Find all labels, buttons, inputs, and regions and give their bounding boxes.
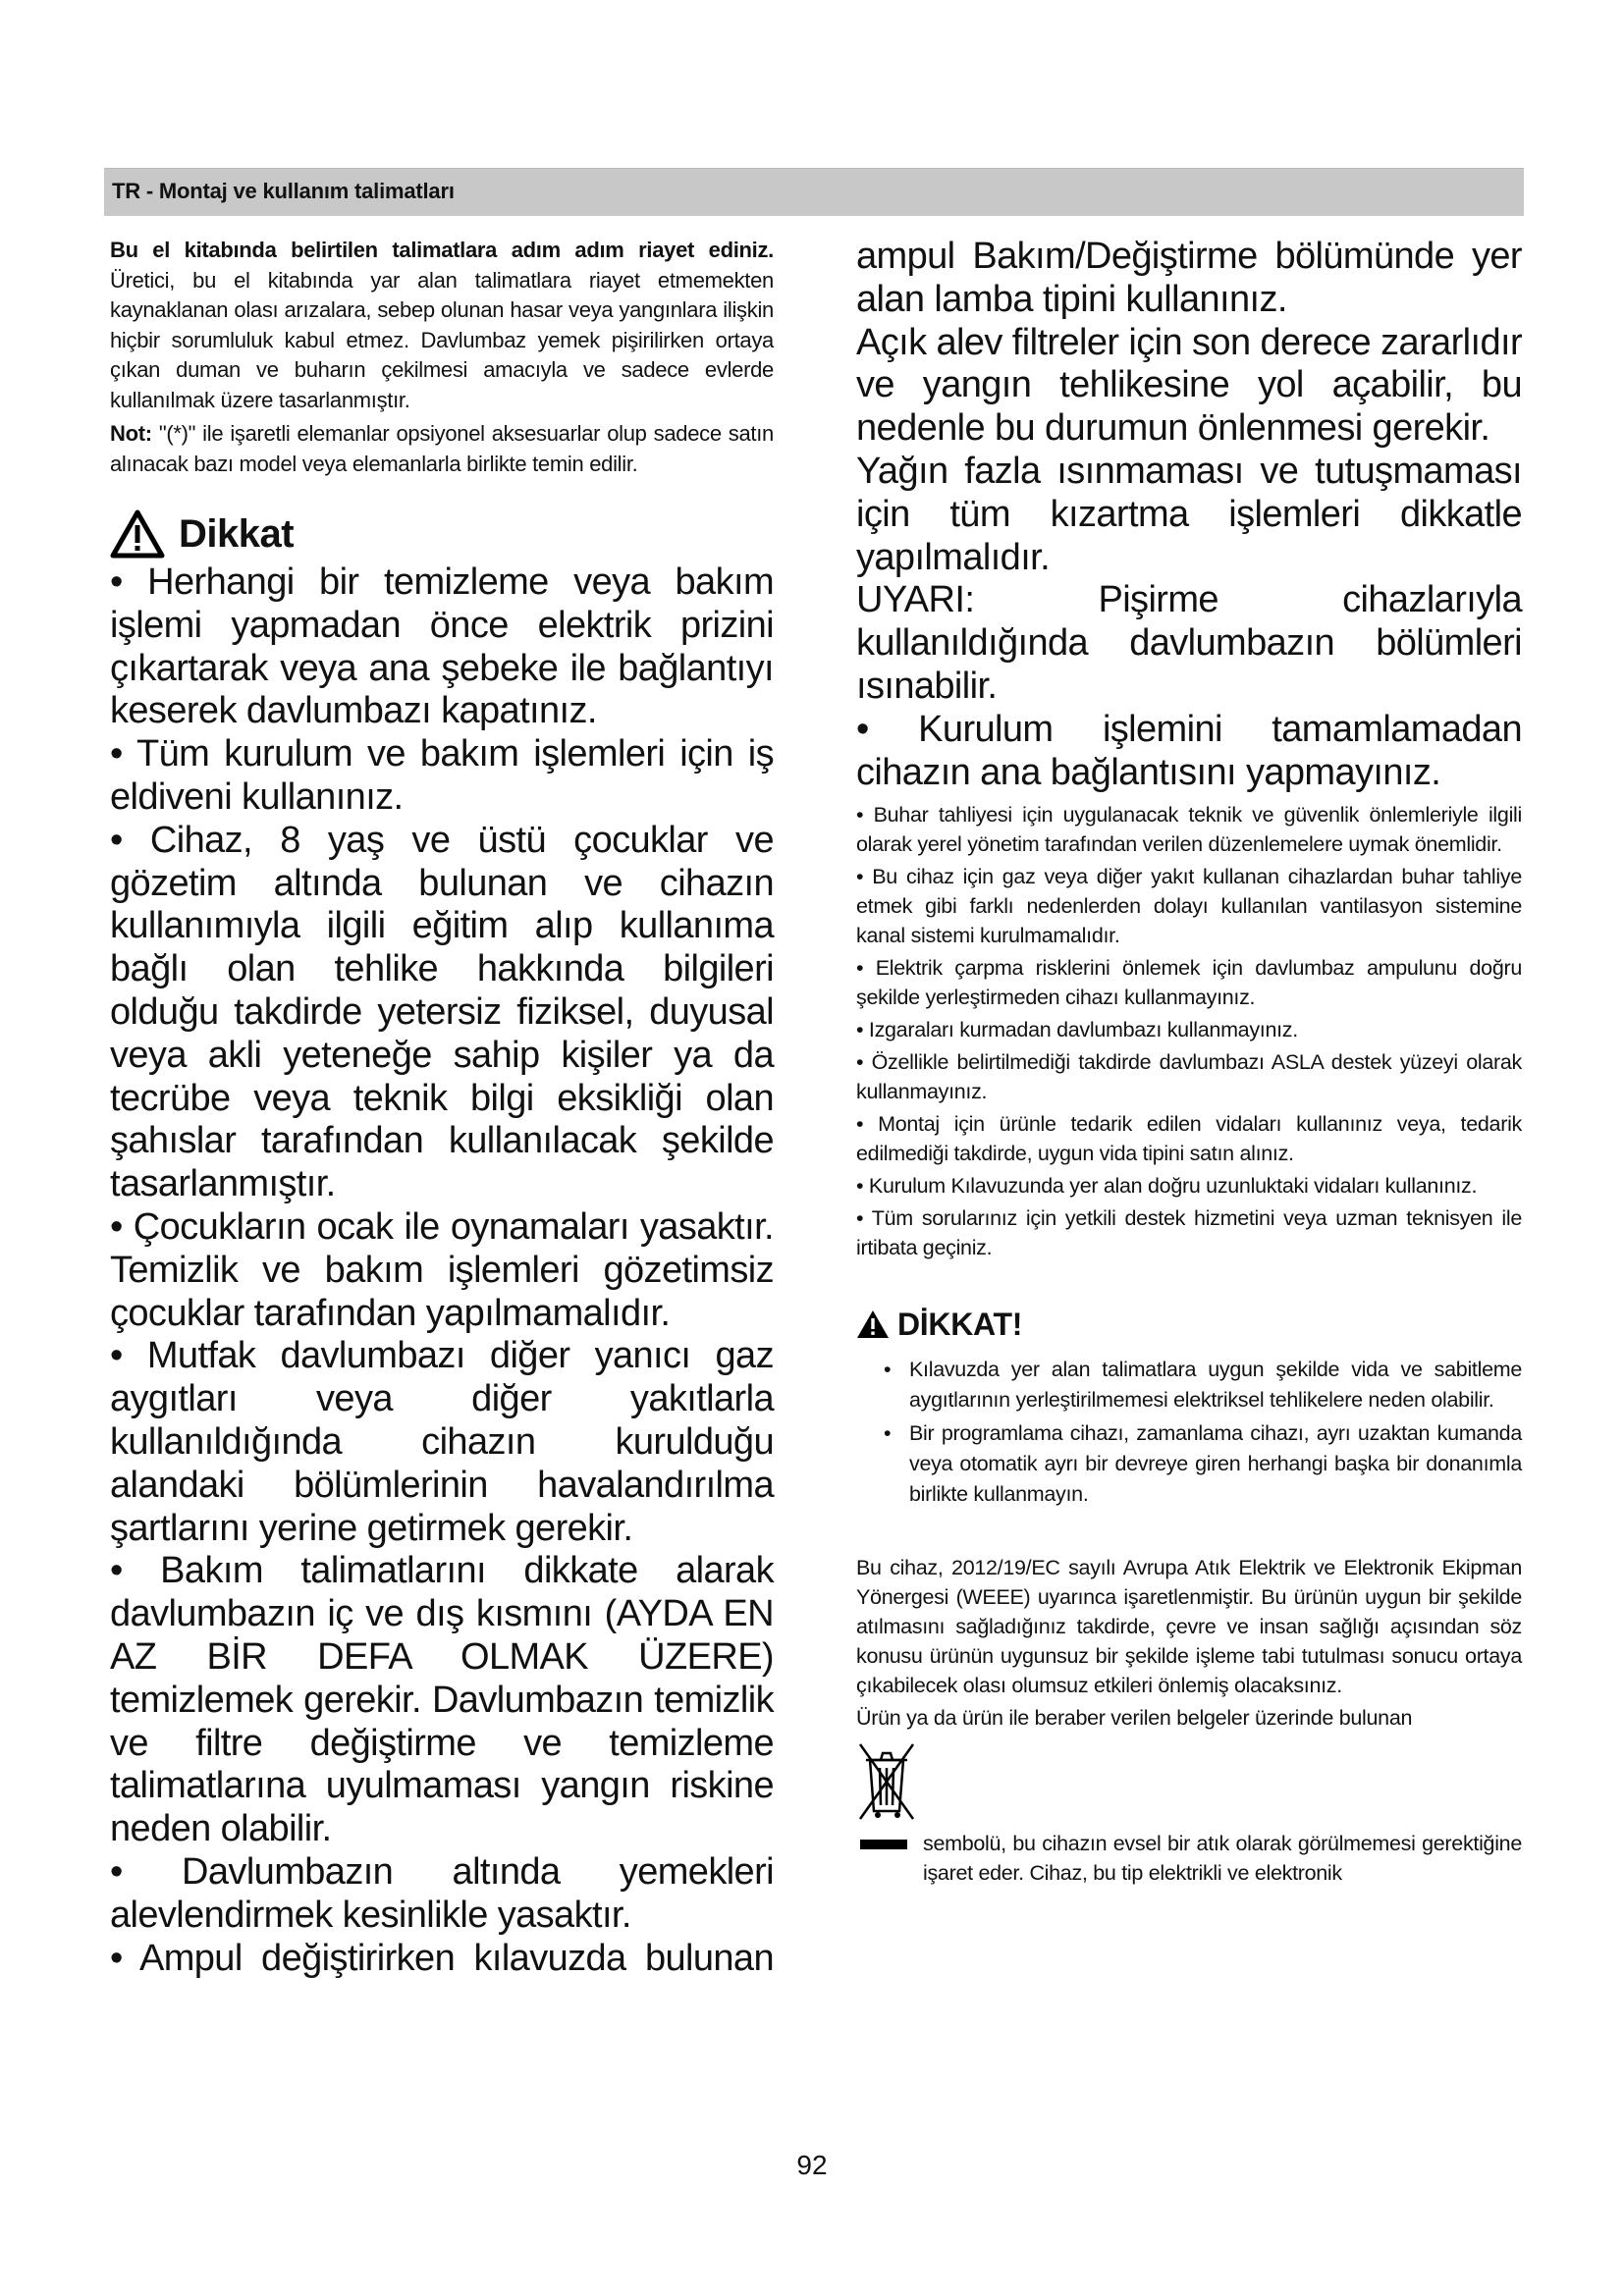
right-small-item: • Buhar tahliyesi için uygulanacak teknik ve güvenlik önlemleriyle ilgili olarak yerel yönetim tarafından verilen düzenlemelere uymak önemlidir. [856,803,1522,857]
crossed-out-bin-icon [856,1738,917,1823]
right-small-item: • Montaj için ürünle tedarik edilen vidaları kullanınız veya, tedarik edilmediği takdirde, uygun vida tipini satın alınız. [856,1112,1522,1166]
intro-text: Üretici, bu el kitabında yar alan talimatlara riayet etmemekten kaynaklanan olası arızalara, sebep olunan hasar veya yangınlara ilişkin hiçbir sorumluluk kabul etmez. Davlumbaz yemek pişirilirken ortaya çıkan duman ve buharın çekilmesi amacıyla ve sadece evlerde kullanılmak üzere tasarlanmıştır. [110,267,774,412]
weee-paragraph: Ürün ya da ürün ile beraber verilen belgeler üzerinde bulunan [856,1706,1413,1731]
warning-triangle-filled-icon [856,1309,890,1339]
note-label: Not: [110,421,152,446]
bullet: • [884,1358,892,1382]
section-header-bar [104,168,1524,216]
warning-item: • Tüm kurulum ve bakım işlemleri için iş eldiveni kullanınız. [110,733,774,818]
bullet: • [884,1421,892,1446]
right-small-item: • Tüm sorularınız için yetkili destek hizmetini veya uzman teknisyen ile irtibata geçiniz. [856,1206,1522,1260]
warning-item: • Davlumbazın altında yemekleri alevlendirmek kesinlikle yasaktır. [110,1850,774,1936]
solid-bar-icon [856,1831,913,1856]
warning-item: • Çocukların ocak ile oynamaları yasaktır. Temizlik ve bakım işlemleri gözetimsiz çocuklar tarafından yapılmamalıdır. [110,1205,774,1334]
warning-triangle-icon [110,509,165,559]
warning2-item-text: Kılavuzda yer alan talimatlara uygun şekilde vida ve sabitleme aygıtlarının yerleştirilmemesi elektriksel tehlikelere neden olabilir. [909,1358,1522,1413]
weee-symbol-line [856,1829,1522,1891]
intro-paragraph [110,236,774,415]
warning-item-continuation: ampul Bakım/Değiştirme bölümünde yer alan lamba tipini kullanınız. [856,236,1522,320]
page-number: 92 [796,2150,828,2180]
weee-paragraph: Bu cihaz, 2012/19/EC sayılı Avrupa Atık Elektrik ve Elektronik Ekipman Yönergesi (WEEE) uyarınca işaretlenmiştir. Bu ürünün uygun bir şekilde atılmasını sağladığınız takdirde, çevre ve insan sağlığı açısından söz konusu ürünün uygunsuz bir şekilde işleme tabi tutulması sonucu ortaya çıkabilecek olası olumsuz etkileri önlemiş olacaksınız. [856,1556,1522,1698]
section-title: TR - Montaj ve kullanım talimatları [112,179,455,203]
intro-bold-lead: Bu el kitabında belirtilen talimatlara adım adım riayet ediniz. [110,238,774,262]
warning2-title: DİKKAT! [897,1306,1023,1342]
right-small-item: • Bu cihaz için gaz veya diğer yakıt kullanan cihazlardan buhar tahliye etmek gibi farklı nedenlerden dolayı kullanılan vantilasyon sistemine kanal sistemi kurulmamalıdır. [856,865,1522,948]
right-warning-item: • Kurulum işlemini tamamlamadan cihazın ana bağlantısını yapmayınız. [856,708,1522,793]
warning-item: • Bakım talimatlarını dikkate alarak davlumbazın iç ve dış kısmını (AYDA EN AZ BİR DEFA OLMAK ÜZERE) temizlemek gerekir. Davlumbazın temizlik ve filtre değiştirme ve temizleme talimatlarına uyulmaması yangın riskine neden olabilir. [110,1550,774,1850]
right-column [856,236,1522,1891]
right-warning-item: Yağın fazla ısınmaması ve tutuşmaması için tüm kızartma işlemleri dikkatle yapılmalıdır. [856,450,1522,578]
warning-item-split: • Ampul değiştirirken kılavuzda bulunan [110,1937,774,1979]
warning-title: Dikkat [179,511,295,556]
right-small-item: • Kurulum Kılavuzunda yer alan doğru uzunluktaki vidaları kullanınız. [856,1174,1478,1199]
weee-icon-row [856,1738,1522,1825]
warning-item: • Herhangi bir temizleme veya bakım işlemi yapmadan önce elektrik prizini çıkartarak veya ana şebeke ile bağlantıyı keserek davlumbazı kapatınız. [110,561,774,732]
warning2-heading [856,1304,1522,1345]
right-warning-item: Açık alev filtreler için son derece zararlıdır ve yangın tehlikesine yol açabilir, bu nedenle bu durumun önlenmesi gerekir. [856,321,1522,450]
right-small-item: • Izgaraları kurmadan davlumbazı kullanmayınız. [856,1018,1298,1042]
note-paragraph [110,419,774,479]
warning-item: • Mutfak davlumbazı diğer yanıcı gaz aygıtları veya diğer yakıtlarla kullanıldığında cihazın kurulduğu alandaki bölümlerinin havalandırılma şartlarını yerine getirmek gerekir. [110,1335,774,1549]
warning-item: • Cihaz, 8 yaş ve üstü çocuklar ve gözetim altında bulunan ve cihazın kullanımıyla ilgili eğitim alıp kullanıma bağlı olan tehlike hakkında bilgileri olduğu takdirde yetersiz fiziksel, duyusal veya akli yeteneğe sahip kişiler ya da tecrübe veya teknik bilgi eksikliği olan şahıslar tarafından kullanılacak şekilde tasarlanmıştır. [110,819,774,1205]
warning2-item [884,1355,1522,1415]
warning2-item [884,1418,1522,1510]
warning-heading [110,507,774,561]
weee-paragraph: sembolü, bu cihazın evsel bir atık olarak görülmemesi gerektiğine işaret eder. Cihaz, bu tip elektrikli ve elektronik [923,1832,1522,1886]
right-warning-item: UYARI: Pişirme cihazlarıyla kullanıldığında davlumbazın bölümleri ısınabilir. [856,579,1522,707]
weee-section [856,1553,1522,1891]
right-small-item: • Özellikle belirtilmediği takdirde davlumbazı ASLA destek yüzeyi olarak kullanmayınız. [856,1050,1522,1104]
left-column [110,236,774,1980]
warning2-item-text: Bir programlama cihazı, zamanlama cihazı, ayrı uzaktan kumanda veya otomatik ayrı bir devreye giren herhangi başka bir donanımla birlikte kullanmayın. [909,1421,1522,1507]
warning2-list [856,1355,1522,1510]
note-text: "(*)" ile işaretli elemanlar opsiyonel aksesuarlar olup sadece satın alınacak bazı model veya elemanlarla birlikte temin edilir. [110,421,774,476]
right-small-item: • Elektrik çarpma risklerini önlemek için davlumbaz ampulunu doğru şekilde yerleştirmeden cihazı kullanmayınız. [856,956,1522,1010]
